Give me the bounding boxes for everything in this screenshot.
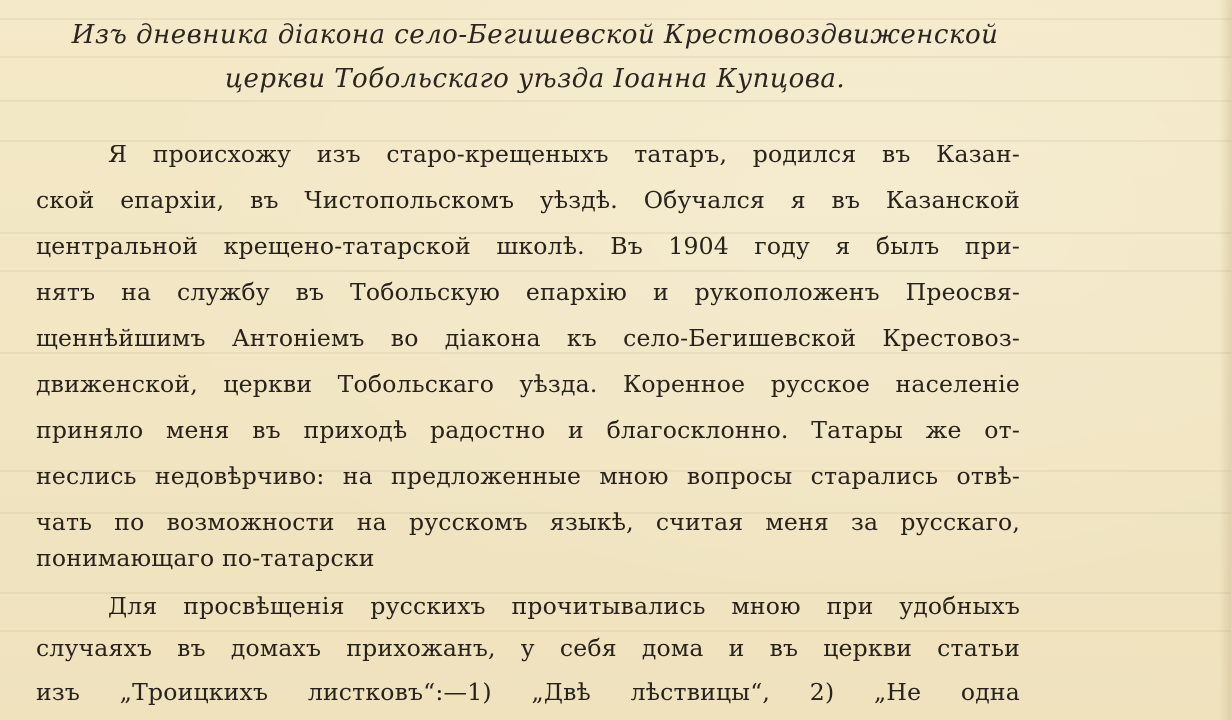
paragraph-2-line: Для просвѣщенія русскихъ прочитывались мною при удобныхъ: [108, 592, 1020, 620]
paragraph-1-line: щеннѣйшимъ Антоніемъ во діакона къ село-Бегишевской Крестовоз-: [36, 324, 1020, 352]
paragraph-1-line: движенской, церкви Тобольскаго уѣзда. Коренное русское населеніе: [36, 370, 1020, 398]
document-title-line-1: Изъ дневника діакона село-Бегишевской Крестовоздвиженской: [71, 20, 999, 50]
paragraph-1-line: неслись недовѣрчиво: на предложенные мною вопросы старались отвѣ-: [36, 462, 1020, 490]
paragraph-1-line: центральной крещено-татарской школѣ. Въ 1904 году я былъ при-: [36, 232, 1020, 260]
paragraph-1-line: понимающаго по-татарски: [36, 544, 375, 572]
paragraph-2-line: изъ „Троицкихъ листковъ“:—1) „Двѣ лѣствицы“, 2) „Не одна: [36, 678, 1020, 706]
show-through-line: [0, 56, 1231, 58]
document-title-line-2: церкви Тобольскаго уѣзда Іоанна Купцова.: [224, 64, 846, 94]
paragraph-1-line: приняло меня въ приходѣ радостно и благосклонно. Татары же от-: [36, 416, 1020, 444]
paragraph-2-line: случаяхъ въ домахъ прихожанъ, у себя дома и въ церкви статьи: [36, 634, 1020, 662]
paragraph-1-line: Я происхожу изъ старо-крещеныхъ татаръ, родился въ Казан-: [108, 140, 1020, 168]
paragraph-1-line: ской епархіи, въ Чистопольскомъ уѣздѣ. Обучался я въ Казанской: [36, 186, 1020, 214]
paragraph-1-line: чать по возможности на русскомъ языкѣ, считая меня за русскаго,: [36, 508, 1020, 536]
paragraph-1-line: нятъ на службу въ Тобольскую епархію и рукоположенъ Преосвя-: [36, 278, 1020, 306]
page-edge-shadow: [1219, 0, 1231, 720]
show-through-line: [0, 100, 1231, 102]
